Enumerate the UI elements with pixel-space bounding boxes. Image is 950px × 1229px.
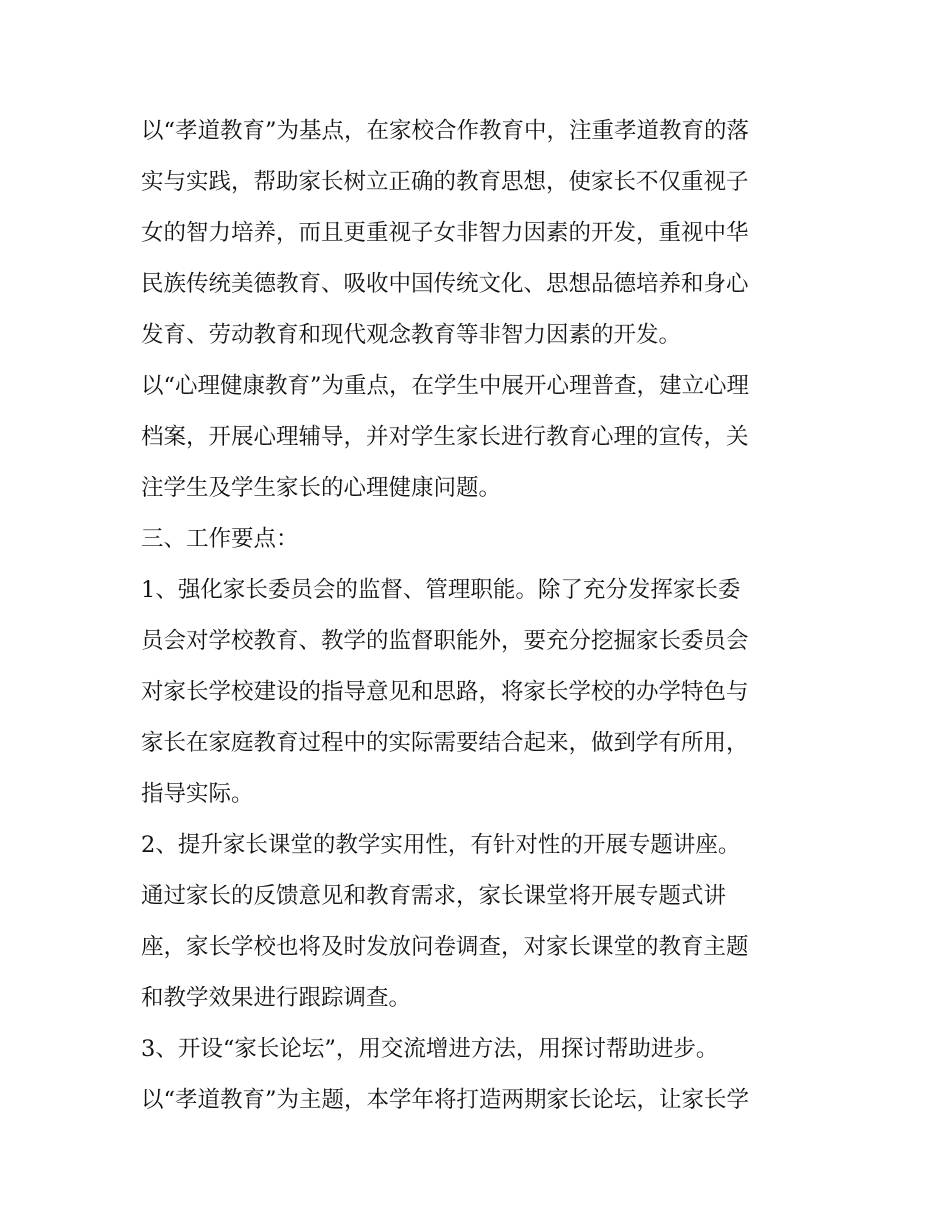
item-2-line-4: 和教学效果进行跟踪调查。 xyxy=(141,985,412,1011)
paragraph-filial-piety-line-2: 实与实践，帮助家长树立正确的教育思想，使家长不仅重视子 xyxy=(141,169,749,195)
paragraph-mental-health-line-3: 注学生及学生家长的心理健康问题。 xyxy=(141,475,502,501)
item-1-line-3: 对家长学校建设的指导意见和思路，将家长学校的办学特色与 xyxy=(141,679,749,705)
item-1-line-2: 员会对学校教育、教学的监督职能外，要充分挖掘家长委员会 xyxy=(141,628,749,654)
item-1-line-1: 1、强化家长委员会的监督、管理职能。除了充分发挥家长委 xyxy=(141,577,741,603)
item-2-line-2: 通过家长的反馈意见和教育需求，家长课堂将开展专题式讲 xyxy=(141,883,727,909)
paragraph-filial-piety-line-4: 民族传统美德教育、吸收中国传统文化、思想品德培养和身心 xyxy=(141,271,749,297)
item-1-line-5: 指导实际。 xyxy=(141,781,254,807)
paragraph-mental-health-line-2: 档案，开展心理辅导，并对学生家长进行教育心理的宣传，关 xyxy=(141,424,749,450)
item-3-line-2: 以“孝道教育”为主题，本学年将打造两期家长论坛，让家长学 xyxy=(141,1087,750,1113)
paragraph-filial-piety-line-3: 女的智力培养，而且更重视子女非智力因素的开发，重视中华 xyxy=(141,220,749,246)
item-2-line-3: 座，家长学校也将及时发放问卷调查，对家长课堂的教育主题 xyxy=(141,934,749,960)
paragraph-filial-piety-line-5: 发育、劳动教育和现代观念教育等非智力因素的开发。 xyxy=(141,322,682,348)
item-1-line-4: 家长在家庭教育过程中的实际需要结合起来，做到学有所用， xyxy=(141,730,749,756)
item-2-line-1: 2、提升家长课堂的教学实用性，有针对性的开展专题讲座。 xyxy=(141,832,741,858)
paragraph-mental-health-line-1: 以“心理健康教育”为重点，在学生中展开心理普查，建立心理 xyxy=(141,373,750,399)
document-body xyxy=(141,106,831,1126)
section-heading-work-points: 三、工作要点： xyxy=(141,526,299,552)
paragraph-filial-piety-line-1: 以“孝道教育”为基点，在家校合作教育中，注重孝道教育的落 xyxy=(141,118,750,144)
item-3-line-1: 3、开设“家长论坛”，用交流增进方法，用探讨帮助进步。 xyxy=(141,1036,719,1062)
